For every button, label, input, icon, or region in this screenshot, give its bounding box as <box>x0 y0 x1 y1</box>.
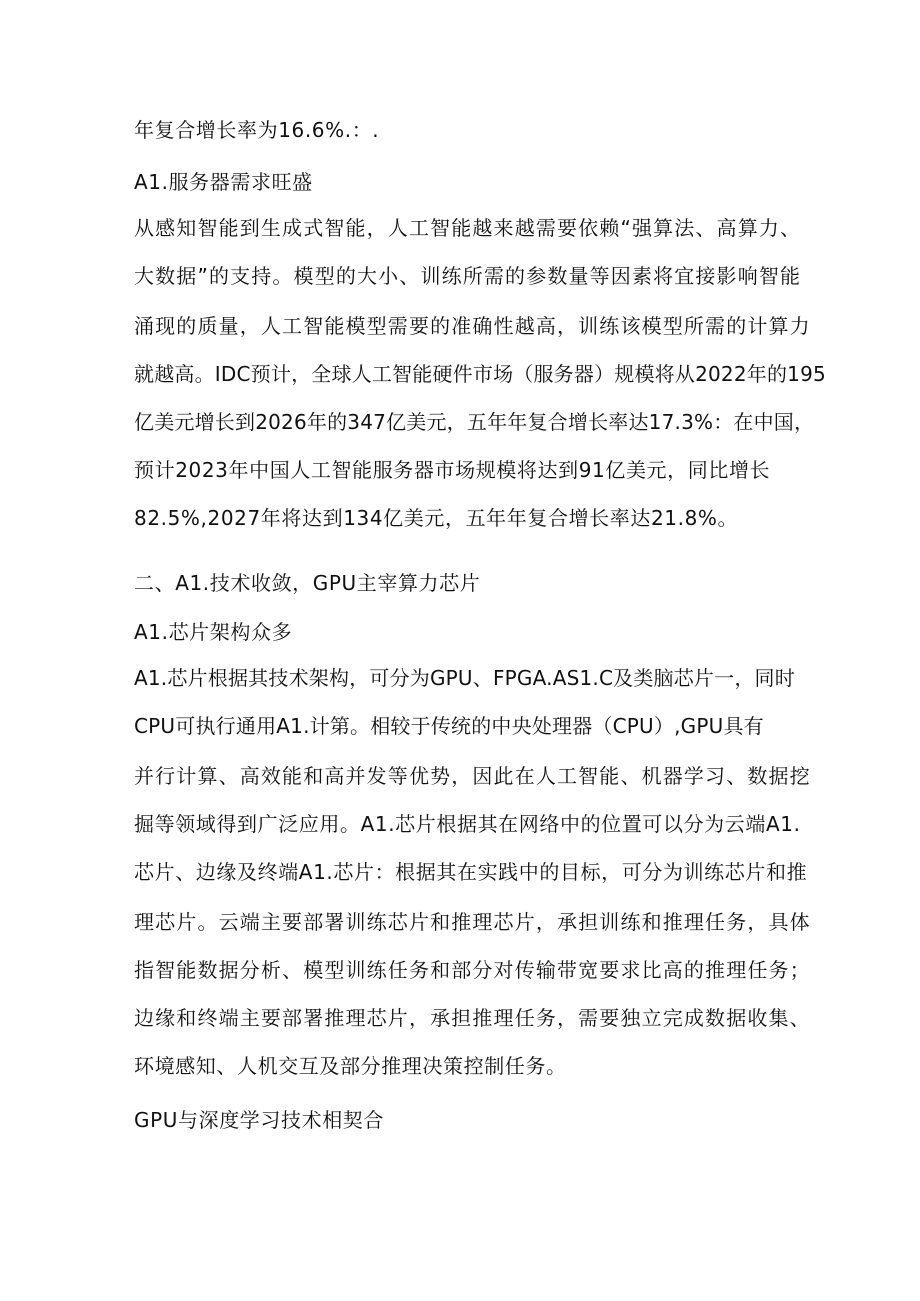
chip-paragraph-line-2: CPU可执行通用A1.计第。相较于传统的中央处理器（CPU）,GPU具有 <box>134 714 764 738</box>
server-paragraph-line-7: 82.5%,2027年将达到134亿美元，五年年复合增长率达21.8%。 <box>134 506 739 530</box>
chip-paragraph-line-9: 环境感知、人机交互及部分推理决策控制任务。 <box>134 1054 567 1078</box>
heading-gpu-deep-learning: GPU与深度学习技术相契合 <box>134 1108 384 1132</box>
growth-rate-line: 年复合增长率为16.6%.：. <box>134 118 380 142</box>
server-paragraph-line-5: 亿美元增长到2026年的347亿美元，五年年复合增长率达17.3%：在中国， <box>134 410 815 434</box>
heading-server-demand: A1.服务器需求旺盛 <box>134 170 313 194</box>
server-paragraph-line-2: 大数据”的支持。模型的大小、训练所需的参数量等因素将宜接影响智能 <box>134 264 802 288</box>
chip-paragraph-line-1: A1.芯片根据其技术架构，可分为GPU、FPGA.AS1.C及类脑芯片一，同时 <box>134 666 795 690</box>
chip-paragraph-line-3: 并行计算、高效能和高并发等优势，因此在人工智能、机器学习、数据挖 <box>134 764 811 788</box>
server-paragraph-line-1: 从感知智能到生成式智能，人工智能越来越需要依赖“强算法、高算力、 <box>134 216 802 240</box>
server-paragraph-line-6: 预计2023年中国人工智能服务器市场规模将达到91亿美元，同比增长 <box>134 458 771 482</box>
chip-paragraph-line-8: 边缘和终端主要部署推理芯片，承担推理任务，需要独立完成数据收集、 <box>134 1006 811 1030</box>
server-paragraph-line-4: 就越高。IDC预计，全球人工智能硬件市场（服务器）规模将从2022年的195 <box>134 362 826 386</box>
heading-chip-architecture: A1.芯片架构众多 <box>134 620 293 644</box>
chip-paragraph-line-4: 掘等领域得到广泛应用。A1.芯片根据其在网络中的位置可以分为云端A1. <box>134 812 801 836</box>
chip-paragraph-line-5: 芯片、边缘及终端A1.芯片：根据其在实践中的目标，可分为训练芯片和推 <box>134 860 808 884</box>
server-paragraph-line-3: 涌现的质量，人工智能模型需要的准确性越高，训练该模型所需的计算力 <box>134 314 811 338</box>
chip-paragraph-line-7: 指智能数据分析、模型训练任务和部分对传输带宽要求比高的推理任务； <box>134 958 811 982</box>
chip-paragraph-line-6: 理芯片。云端主要部署训练芯片和推理芯片，承担训练和推理任务，具体 <box>134 910 811 934</box>
heading-section-2: 二、A1.技术收敛，GPU主宰算力芯片 <box>134 571 481 595</box>
